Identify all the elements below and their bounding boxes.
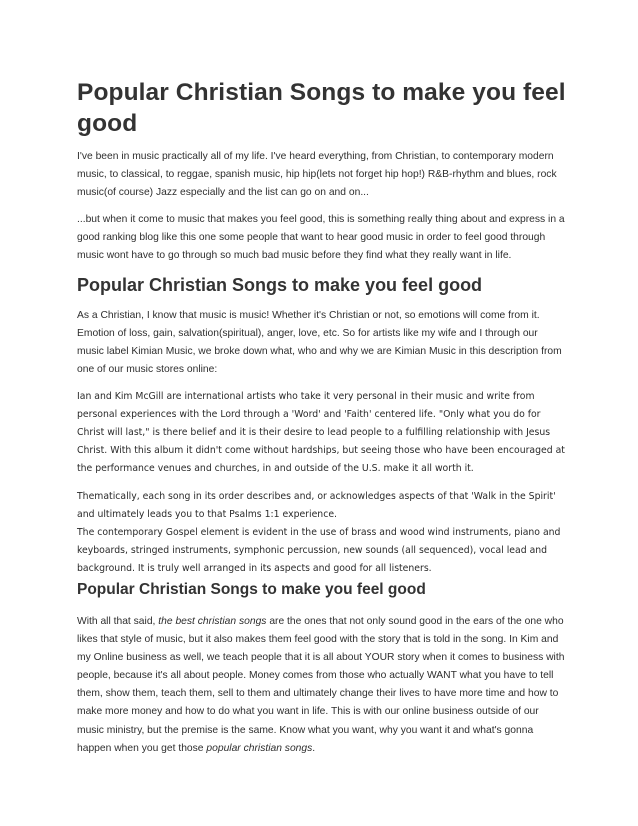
album-description-2: Thematically, each song in its order describes and, or acknowledges aspects of that 'Walk in the Spirit' and ultimately leads you to that Psalms 1:1 experience. [77, 491, 556, 521]
section-heading-2: Popular Christian Songs to make you feel good [77, 581, 426, 598]
closing-text-2: are the ones that not only sound good in the ears of the one who likes that style of music, but it also makes them feel good with the story that is told in the song. In Kim and my Online business as well, we teach people that it is all about YOUR story when it comes to business with people, because it's all about people. Money comes from those who actually WANT what you have to tell them, show them, teach them, sell to them and ultimately change their lives to have more time and how to make more money and how to do what you want in life. This is with our online business outside of our music ministry, but the premise is the same. Know what you want, why you want it and what's gonna happen when you get those [77, 616, 565, 754]
closing-text-1: With all that said, [77, 616, 159, 627]
section-heading-1: Popular Christian Songs to make you feel good [77, 275, 483, 295]
intro-paragraph-2: ...but when it come to music that makes you feel good, this is something really thing about and express in a good ranking blog like this one some people that want to hear good music in order to feel good through music wont have to go through so much bad music before they find what they really want in life. [77, 214, 565, 262]
best-christian-songs-phrase: the best christian songs [158, 616, 267, 627]
album-description-3: The contemporary Gospel element is evident in the use of brass and wood wind instruments, piano and keyboards, stringed instruments, symphonic percussion, new sounds (all sequenced), vocal lead and background. It is truly well arranged in its aspects and good for all listeners. [77, 527, 561, 575]
intro-paragraph-1: I've been in music practically all of my life. I've heard everything, from Christian, to contemporary modern music, to classical, to reggae, spanish music, hip hip(lets not forget hip hop!) R&B-rhythm and blues, rock music(of course) Jazz especially and the list can go on and on... [77, 151, 557, 199]
section-paragraph: As a Christian, I know that music is music! Whether it's Christian or not, so emotions will come from it. Emotion of loss, gain, salvation(spiritual), anger, love, etc. So for artists like my wife and I through our music label Kimian Music, we broke down what, who and why we are Kimian Music in this description from one of our music stores online: [77, 310, 562, 376]
closing-text-3: . [312, 742, 316, 754]
album-description-1: Ian and Kim McGill are international artists who take it very personal in their music and write from personal experiences with the Lord through a 'Word' and 'Faith' centered life. "Only what you do for Christ will last," is there belief and it is their desire to lead people to a fulfilling relationship with Jesus Christ. With this album it didn't come without hardships, but seeing those who have been encouraged at the performance venues and churches, in and outside of the U.S. make it all worth it. [77, 391, 565, 475]
page-title: Popular Christian Songs to make you feel good [77, 79, 566, 137]
popular-christian-songs-phrase: popular christian songs [206, 742, 313, 754]
closing-paragraph [77, 613, 567, 758]
